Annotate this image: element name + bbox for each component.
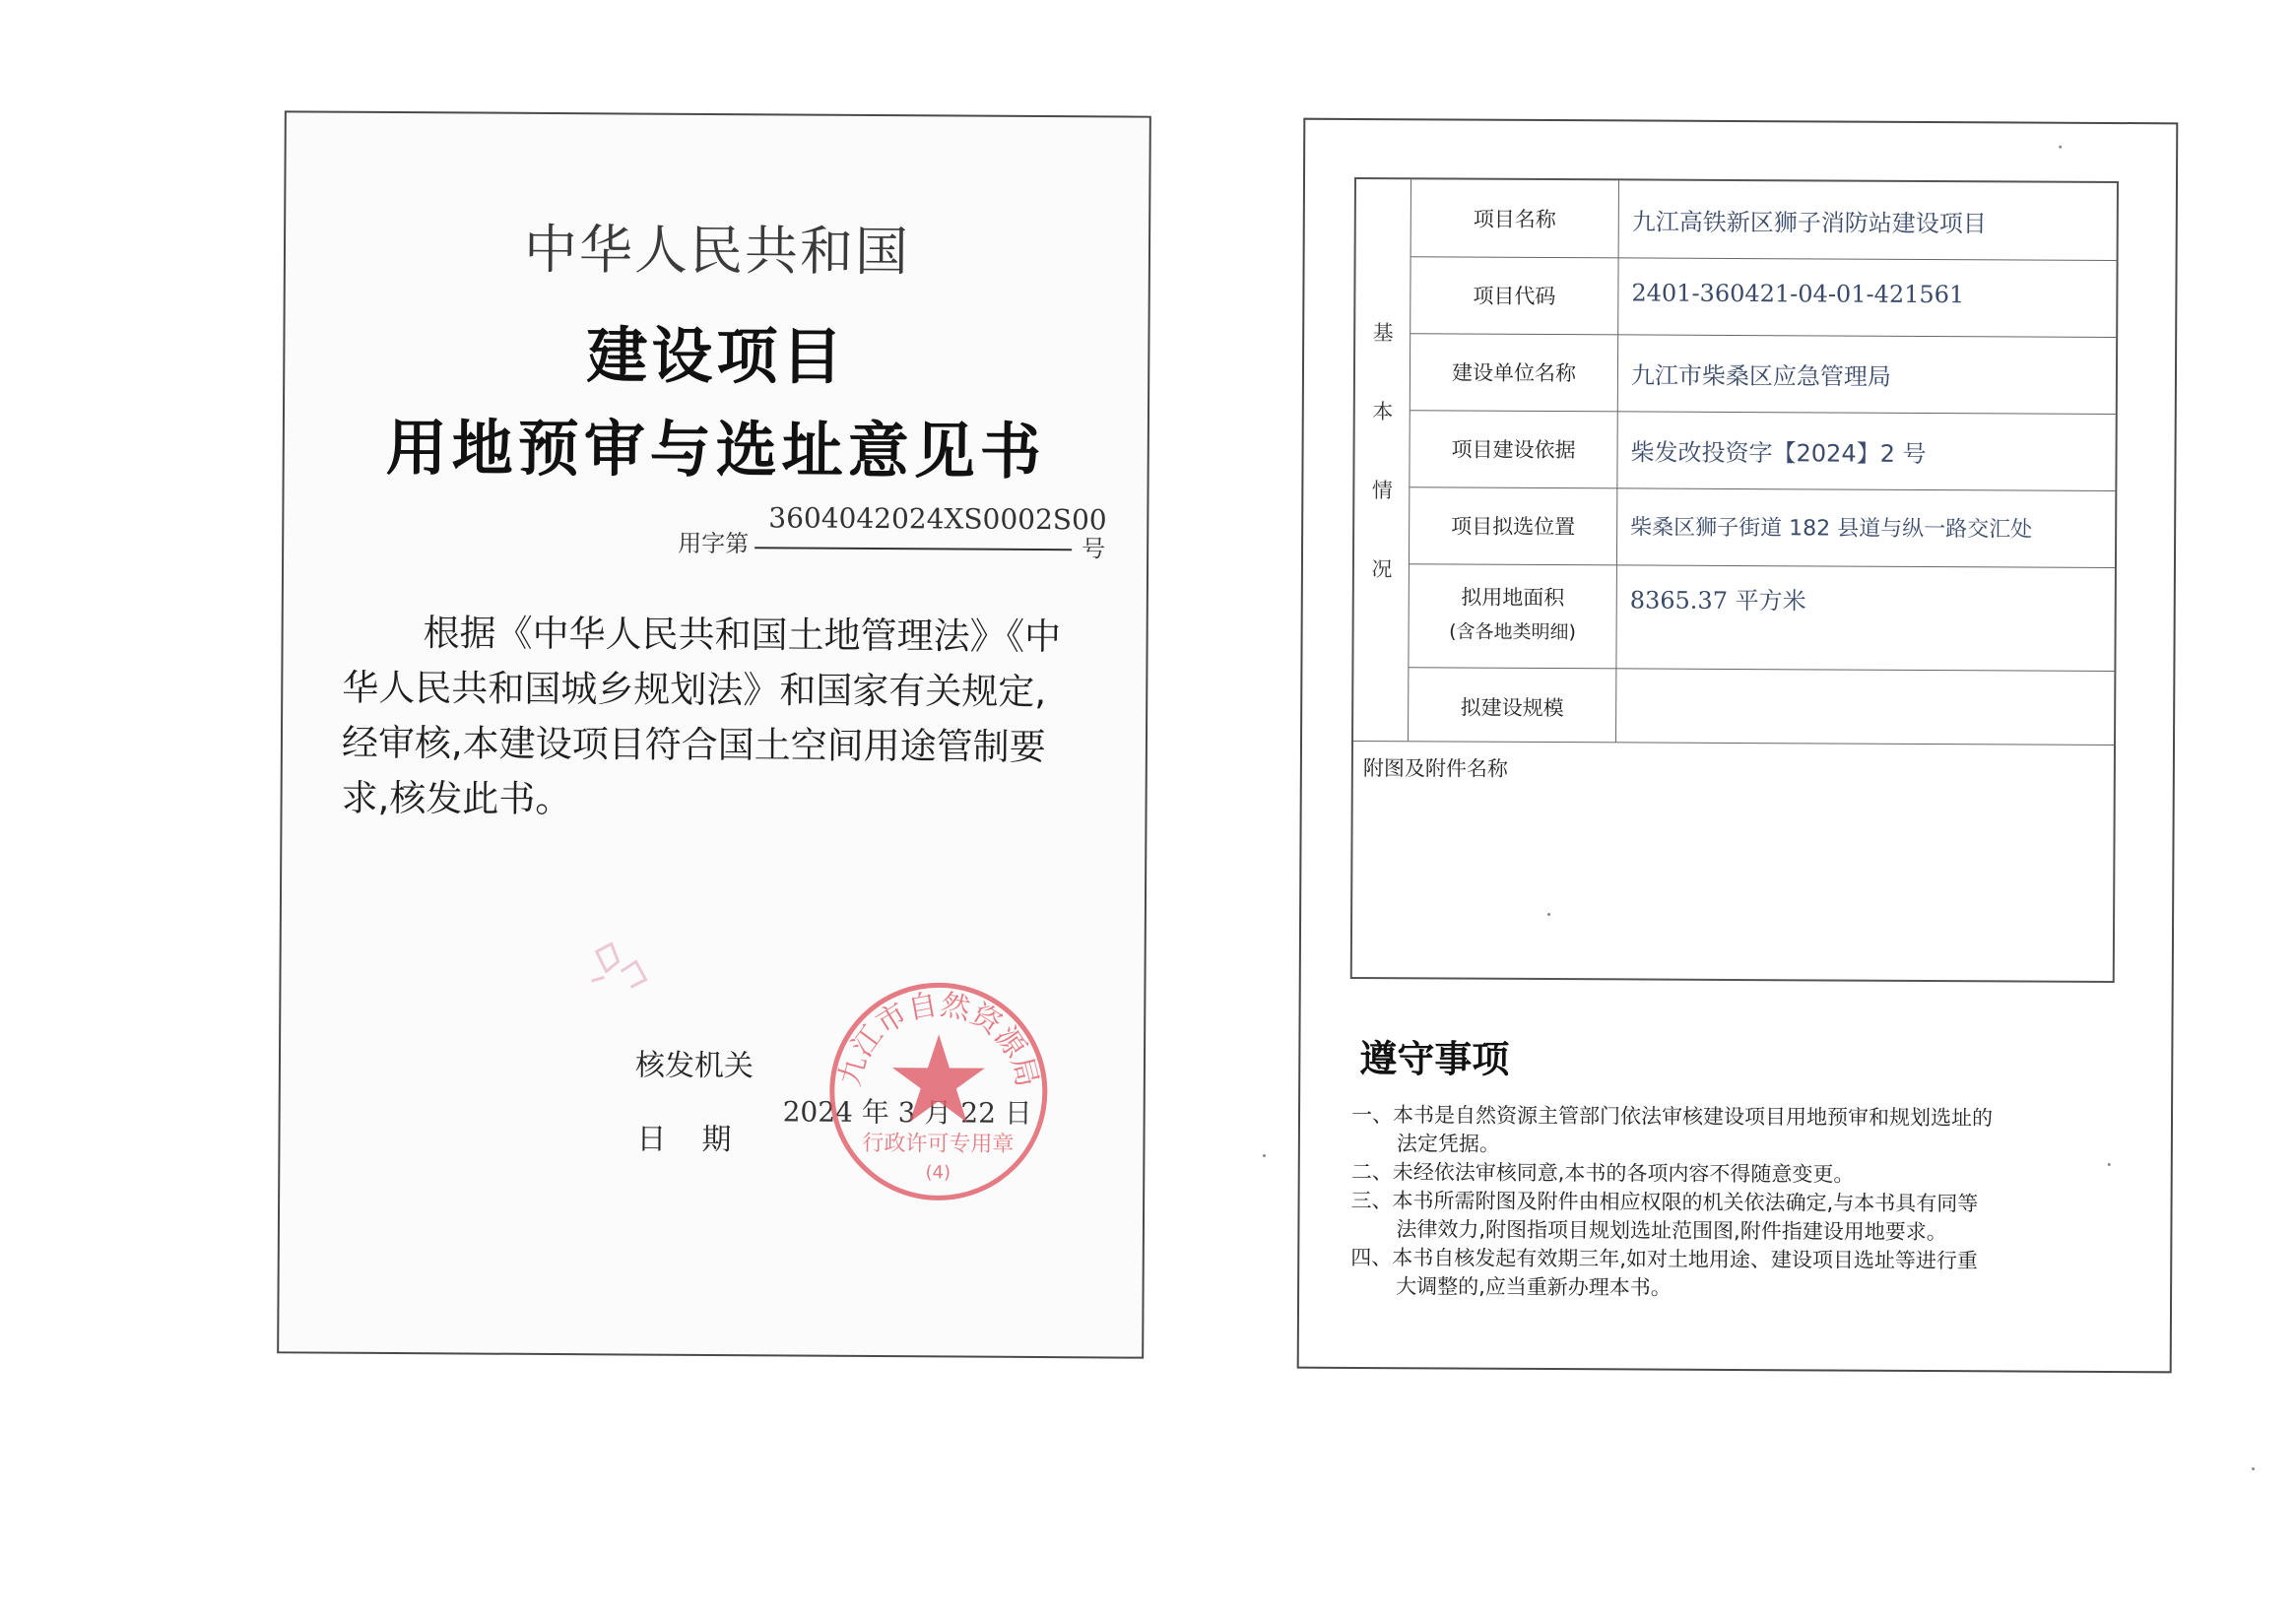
rule-item-continued: 大调整的,应当重新办理本书。	[1396, 1274, 1672, 1300]
attachments-divider	[1353, 741, 2114, 746]
row-value-project-code: 2401-360421-04-01-421561	[1631, 279, 1965, 309]
side-char: 情	[1371, 479, 1393, 503]
seal-number: (4)	[925, 1162, 951, 1184]
row-value-basis: 柴发改投资字【2024】2 号	[1630, 438, 1927, 468]
row-label-basis: 项目建设依据	[1451, 437, 1576, 463]
rule-item: 二、未经依法审核同意,本书的各项内容不得随意变更。	[1350, 1159, 1855, 1187]
title-line-2: 用地预审与选址意见书	[385, 411, 1046, 488]
row-divider	[1410, 410, 2116, 415]
scan-speck	[1263, 1154, 1266, 1157]
docno-label: 用字第	[678, 529, 750, 558]
row-label-scale: 拟建设规模	[1460, 695, 1564, 721]
docno-value: 3604042024XS0002S00	[768, 501, 1107, 537]
row-label-location: 项目拟选位置	[1451, 514, 1576, 540]
docno-underline	[754, 547, 1072, 551]
title-line-1: 建设项目	[586, 319, 847, 393]
faint-stamp-mark	[576, 932, 665, 1002]
rule-item: 一、本书是自然资源主管部门依法审核建设项目用地预审和规划选址的	[1350, 1102, 1994, 1131]
attachments-label: 附图及附件名称	[1362, 756, 1508, 781]
body-line: 求,核发此书。	[341, 776, 572, 821]
side-char: 况	[1371, 557, 1393, 582]
scan-speck	[1547, 913, 1550, 916]
official-seal	[820, 973, 1057, 1210]
row-divider	[1410, 486, 2115, 491]
row-value-area: 8365.37 平方米	[1629, 586, 1806, 616]
scan-speck	[2252, 1467, 2255, 1470]
rules-list	[1350, 1101, 2139, 1305]
row-value-project-name: 九江高铁新区狮子消防站建设项目	[1631, 208, 1987, 238]
rule-item: 四、本书自核发起有效期三年,如对土地用途、建设项目选址等进行重	[1350, 1245, 1979, 1273]
row-divider	[1410, 333, 2116, 338]
country-name: 中华人民共和国	[523, 218, 911, 284]
row-label-project-code: 项目代码	[1473, 284, 1556, 309]
seal-subtext: 行政许可专用章	[862, 1131, 1015, 1157]
row-label-area: 拟用地面积	[1461, 585, 1565, 611]
body-line: 经审核,本建设项目符合国土空间用途管制要	[341, 721, 1046, 769]
row-value-builder: 九江市柴桑区应急管理局	[1630, 361, 1892, 391]
basic-info-table	[1350, 177, 2119, 983]
seal-text: 九江市自然资源局	[832, 987, 1045, 1091]
scan-speck	[2059, 146, 2062, 149]
side-char: 基	[1372, 321, 1394, 346]
row-value-location: 柴桑区狮子街道 182 县道与纵一路交汇处	[1630, 515, 2033, 543]
date-label: 日期	[636, 1122, 767, 1158]
docno-suffix: 号	[1082, 535, 1106, 563]
right-page	[1297, 118, 2179, 1374]
row-divider	[1411, 256, 2117, 261]
body-line: 华人民共和国城乡规划法》和国家有关规定,	[342, 666, 1047, 714]
side-char: 本	[1372, 400, 1394, 424]
row-label-builder: 建设单位名称	[1451, 360, 1577, 386]
left-page	[277, 110, 1151, 1358]
body-line: 根据《中华人民共和国土地管理法》《中	[423, 612, 1062, 659]
rule-item-continued: 法律效力,附图指项目规划选址范围图,附件指建设用地要求。	[1396, 1217, 1947, 1245]
rule-item: 三、本书所需附图及附件由相应权限的机关依法确定,与本书具有同等	[1350, 1188, 1979, 1216]
row-sublabel-area: (含各地类明细)	[1449, 620, 1577, 644]
scan-speck	[2108, 1163, 2111, 1166]
rule-item-continued: 法定凭据。	[1396, 1132, 1500, 1156]
row-divider	[1410, 563, 2115, 568]
rules-title: 遵守事项	[1359, 1036, 1510, 1081]
issue-date: 2024 年 3 月 22 日	[782, 1095, 1032, 1130]
row-label-project-name: 项目名称	[1473, 207, 1556, 232]
issuer-label: 核发机关	[634, 1048, 754, 1084]
row-divider	[1409, 667, 2114, 672]
basic-info-side-label	[1353, 179, 1411, 741]
body-paragraph	[341, 606, 1130, 831]
